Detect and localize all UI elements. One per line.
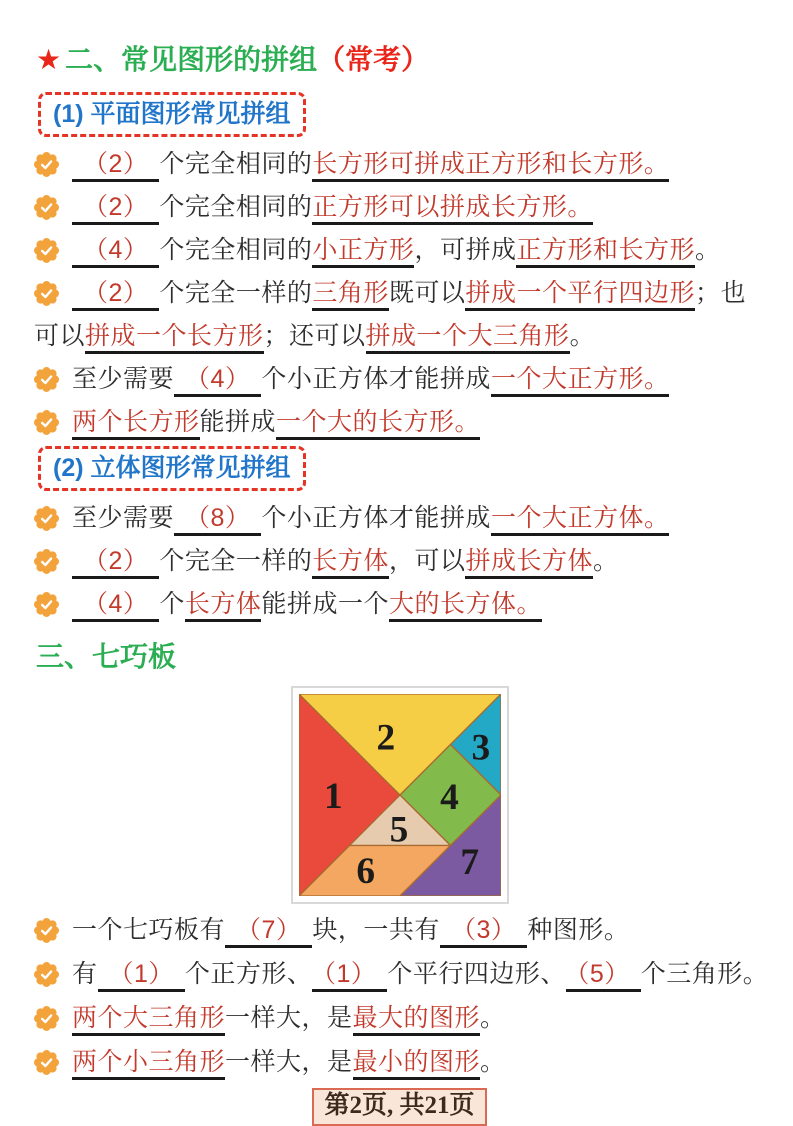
badge-check-icon (34, 152, 59, 177)
text-segment: 个完全一样的 (159, 547, 313, 575)
text-segment: 个小正方体才能拼成 (261, 365, 491, 393)
text-segment: 个正方形、 (184, 960, 313, 988)
text-segment: ，可以 (388, 547, 466, 575)
answer-blank: （2） (72, 150, 159, 182)
answer-blank: （1） (312, 960, 387, 992)
tangram-number-5: 5 (389, 809, 408, 851)
answer-blank: （4） (72, 236, 159, 268)
key-phrase: 两个长方形 (72, 408, 200, 440)
list-item (34, 583, 767, 626)
text-segment: 至少需要 (72, 365, 175, 393)
text-segment: 个完全相同的 (159, 193, 313, 221)
text-segment: 能拼成一个 (261, 590, 389, 618)
text-segment: 。 (480, 1004, 506, 1032)
answer-blank: （2） (72, 193, 159, 225)
answer-blank: （4） (174, 365, 261, 397)
text-segment: ，可拼成 (414, 236, 517, 264)
text-segment: 既可以 (388, 279, 466, 307)
key-phrase: 长方形可拼成正方形和长方形。 (312, 150, 669, 182)
badge-check-icon (34, 281, 59, 306)
list-item (34, 908, 767, 952)
key-phrase: 小正方形 (312, 236, 414, 268)
text-segment: 能拼成 (199, 408, 277, 436)
tangram-number-2: 2 (376, 717, 395, 759)
key-phrase: 一个大正方体。 (491, 504, 670, 536)
heading-tangram: 三、七巧板 (36, 641, 177, 672)
text-segment: 个完全相同的 (159, 150, 313, 178)
answer-blank: （1） (98, 960, 185, 992)
text-segment: 。 (569, 322, 596, 350)
list-item (34, 1040, 767, 1084)
tangram-number-1: 1 (323, 776, 343, 818)
answer-blank: （7） (225, 916, 312, 948)
text-segment: 一样大，是 (225, 1048, 353, 1076)
answer-blank: （8） (174, 504, 261, 536)
text-segment: 一个七巧板有 (72, 916, 226, 944)
key-phrase: 拼成一个长方形 (85, 322, 264, 354)
heading-suffix: （常考） (317, 44, 430, 75)
tangram-figure-row (32, 686, 767, 904)
text-segment: 块，一共有 (312, 916, 440, 944)
key-phrase: 拼成长方体 (465, 547, 593, 579)
tangram-figure (291, 686, 509, 904)
tangram-number-7: 7 (459, 841, 479, 883)
text-segment: 。 (592, 547, 619, 575)
text-segment: ；还可以 (263, 322, 366, 350)
key-phrase: 拼成一个平行四边形 (465, 279, 695, 311)
list-solid-shape-facts (32, 497, 767, 626)
key-phrase: 三角形 (312, 279, 389, 311)
badge-check-icon (34, 592, 59, 617)
list-item (34, 272, 767, 315)
key-phrase: 拼成一个大三角形 (366, 322, 570, 354)
list-item (34, 996, 767, 1040)
list-item (34, 952, 767, 996)
tangram-svg (299, 694, 501, 896)
heading-title: 二、常见图形的拼组 (65, 44, 318, 75)
key-phrase: 正方形可以拼成长方形。 (312, 193, 593, 225)
list-item (34, 401, 767, 444)
text-segment: 。 (480, 1048, 506, 1076)
badge-check-icon (34, 918, 59, 943)
text-segment: 种图形。 (527, 916, 630, 944)
key-phrase: 大的长方体。 (389, 590, 542, 622)
badge-check-icon (34, 367, 59, 392)
text-segment: 个 (159, 590, 185, 618)
heading-common-shape-combinations (36, 40, 767, 80)
badge-check-icon (34, 962, 59, 987)
subsection-box-plane-shapes (38, 92, 306, 137)
tangram-number-6: 6 (355, 850, 375, 892)
list-item-continuation (34, 315, 767, 358)
answer-blank: （2） (72, 279, 159, 311)
text-segment: 个三角形。 (640, 960, 769, 988)
key-phrase: 一个大的长方形。 (276, 408, 480, 440)
answer-blank: （3） (440, 916, 527, 948)
list-item (34, 540, 767, 583)
text-segment: 一样大，是 (225, 1004, 353, 1032)
badge-check-icon (34, 549, 59, 574)
page-number-badge: 第2页, 共21页 (312, 1088, 486, 1126)
key-phrase: 最小的图形 (353, 1048, 481, 1080)
text-segment: 至少需要 (72, 504, 175, 532)
text-segment: 个小正方体才能拼成 (261, 504, 491, 532)
text-segment: 个平行四边形、 (387, 960, 566, 988)
key-phrase: 正方形和长方形 (516, 236, 695, 268)
footer-row (32, 1088, 767, 1126)
subsection-title-plane: (1) 平面图形常见拼组 (53, 100, 291, 128)
text-segment: 可以 (34, 322, 86, 350)
text-segment: 有 (72, 960, 98, 988)
key-phrase: 最大的图形 (353, 1004, 481, 1036)
tangram-number-3: 3 (470, 727, 490, 769)
list-item (34, 497, 767, 540)
badge-check-icon (34, 195, 59, 220)
badge-check-icon (34, 238, 59, 263)
text-segment: 个完全相同的 (159, 236, 313, 264)
badge-check-icon (34, 506, 59, 531)
badge-check-icon (34, 410, 59, 435)
subsection-box-solid-shapes (38, 446, 306, 491)
key-phrase: 两个小三角形 (72, 1048, 225, 1080)
key-phrase: 一个大正方形。 (491, 365, 670, 397)
answer-blank: （5） (566, 960, 641, 992)
answer-blank: （4） (72, 590, 159, 622)
badge-check-icon (34, 1050, 59, 1075)
list-item (34, 186, 767, 229)
list-item (34, 229, 767, 272)
text-segment: ；也 (694, 279, 746, 307)
list-tangram-facts (32, 908, 767, 1084)
key-phrase: 两个大三角形 (72, 1004, 225, 1036)
list-item (34, 143, 767, 186)
answer-blank: （2） (72, 547, 159, 579)
text-segment: 个完全一样的 (159, 279, 313, 307)
tangram-number-4: 4 (439, 777, 459, 819)
text-segment: 。 (694, 236, 721, 264)
subsection-title-solid: (2) 立体图形常见拼组 (53, 454, 291, 482)
key-phrase: 长方体 (185, 590, 262, 622)
badge-check-icon (34, 1006, 59, 1031)
key-phrase: 长方体 (312, 547, 389, 579)
star-icon: ★ (36, 44, 62, 75)
list-item (34, 358, 767, 401)
list-plane-shape-facts (32, 143, 767, 444)
